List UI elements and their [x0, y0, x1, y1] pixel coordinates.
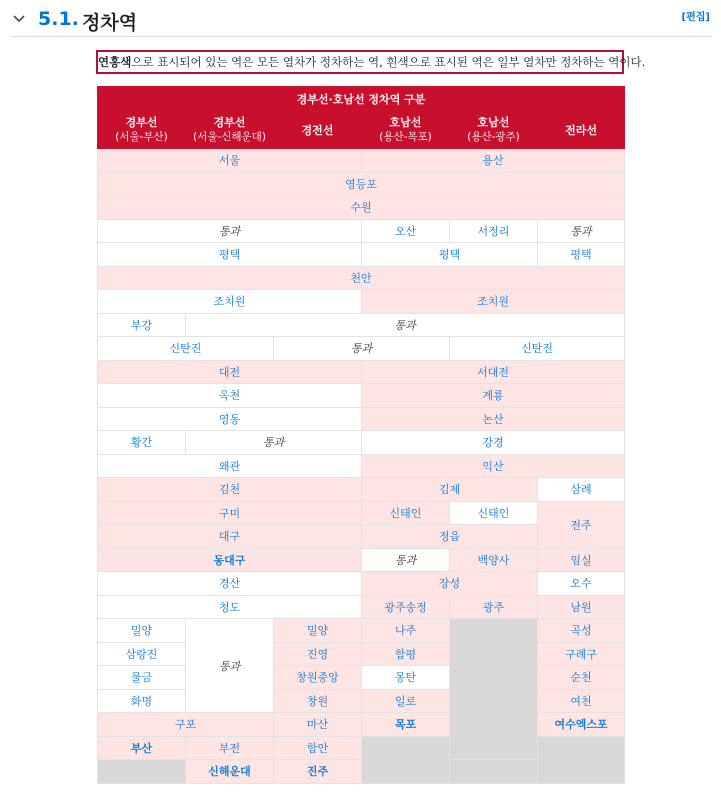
- station-link[interactable]: 대구: [98, 525, 362, 549]
- station-link[interactable]: 조치원: [98, 290, 362, 314]
- station-link[interactable]: 신탄진: [450, 337, 625, 361]
- station-link[interactable]: 평택: [362, 243, 538, 267]
- station-link[interactable]: 삼례: [538, 478, 625, 502]
- station-link[interactable]: 영등포: [98, 172, 625, 196]
- pass-cell: 통과: [186, 431, 362, 455]
- station-link[interactable]: 동대구: [98, 548, 362, 572]
- station-link[interactable]: 왜관: [98, 454, 362, 478]
- station-link[interactable]: 평택: [538, 243, 625, 267]
- station-link[interactable]: 밀양: [98, 619, 186, 643]
- station-link[interactable]: 곡성: [538, 619, 625, 643]
- station-link[interactable]: 오수: [538, 572, 625, 596]
- station-link[interactable]: 대전: [98, 360, 362, 384]
- station-link[interactable]: 여수엑스포: [538, 713, 625, 737]
- station-link[interactable]: 옥천: [98, 384, 362, 408]
- station-link[interactable]: 부강: [98, 313, 186, 337]
- station-link[interactable]: 나주: [362, 619, 450, 643]
- chevron-down-icon[interactable]: [12, 12, 26, 26]
- station-link[interactable]: 몽탄: [362, 666, 450, 690]
- table-title: 경부선·호남선 정차역 구분: [98, 87, 625, 112]
- pass-cell: 통과: [274, 337, 450, 361]
- empty-cell: [538, 736, 625, 783]
- station-link[interactable]: 구포: [98, 713, 274, 737]
- pass-cell: 통과: [362, 548, 450, 572]
- station-link[interactable]: 김천: [98, 478, 362, 502]
- pass-cell: 통과: [186, 313, 625, 337]
- station-link[interactable]: 신태인: [450, 501, 538, 525]
- station-link[interactable]: 경산: [98, 572, 362, 596]
- col-header: 호남선 (용산-광주): [450, 112, 538, 149]
- section-header: [12, 8, 712, 37]
- station-link[interactable]: 전주: [538, 501, 625, 548]
- station-link[interactable]: 삼랑진: [98, 642, 186, 666]
- notice-box: [96, 50, 646, 74]
- notice-bold: 연홍색: [98, 55, 132, 69]
- station-link[interactable]: 함안: [274, 736, 362, 760]
- pass-cell: 통과: [98, 219, 362, 243]
- station-link[interactable]: 임실: [538, 548, 625, 572]
- station-link[interactable]: 논산: [362, 407, 625, 431]
- station-link[interactable]: 영동: [98, 407, 362, 431]
- station-link[interactable]: 신탄진: [98, 337, 274, 361]
- station-link[interactable]: 오산: [362, 219, 450, 243]
- stations-table: [97, 86, 625, 784]
- station-link[interactable]: 진영: [274, 642, 362, 666]
- station-link[interactable]: 신태인: [362, 501, 450, 525]
- station-link[interactable]: 부산: [98, 736, 186, 760]
- station-link[interactable]: 광주: [450, 595, 538, 619]
- section-number[interactable]: 5.1.: [38, 8, 79, 30]
- empty-cell: [450, 619, 538, 760]
- station-link[interactable]: 일로: [362, 689, 450, 713]
- station-link[interactable]: 신해운대: [186, 760, 274, 784]
- station-link[interactable]: 용산: [362, 149, 625, 173]
- notice-text: 으로 표시되어 있는 역은 모든 열차가 정차하는 역, 흰색으로 표시된 역은 일부 열차만 정차하는 역이다.: [131, 55, 646, 69]
- station-link[interactable]: 수원: [98, 196, 625, 220]
- station-link[interactable]: 구례구: [538, 642, 625, 666]
- station-link[interactable]: 구미: [98, 501, 362, 525]
- station-link[interactable]: 화명: [98, 689, 186, 713]
- empty-cell: [98, 760, 186, 784]
- station-link[interactable]: 정읍: [362, 525, 538, 549]
- col-header: 호남선 (용산-목포): [362, 112, 450, 149]
- station-link[interactable]: 함평: [362, 642, 450, 666]
- station-link[interactable]: 물금: [98, 666, 186, 690]
- station-link[interactable]: 청도: [98, 595, 362, 619]
- station-link[interactable]: 순천: [538, 666, 625, 690]
- empty-cell: [450, 760, 538, 784]
- edit-link[interactable]: [편집]: [681, 12, 710, 23]
- station-link[interactable]: 목포: [362, 713, 450, 737]
- pass-cell: 통과: [538, 219, 625, 243]
- station-link[interactable]: 부전: [186, 736, 274, 760]
- station-link[interactable]: 장성: [362, 572, 538, 596]
- station-link[interactable]: 서정리: [450, 219, 538, 243]
- station-link[interactable]: 백양사: [450, 548, 538, 572]
- station-link[interactable]: 밀양: [274, 619, 362, 643]
- col-header: 경부선 (서울-신해운대): [186, 112, 274, 149]
- station-link[interactable]: 창원: [274, 689, 362, 713]
- station-link[interactable]: 서울: [98, 149, 362, 173]
- station-link[interactable]: 강경: [362, 431, 625, 455]
- station-link[interactable]: 진주: [274, 760, 362, 784]
- station-link[interactable]: 계룡: [362, 384, 625, 408]
- col-header: 경전선: [274, 112, 362, 149]
- station-link[interactable]: 천안: [98, 266, 625, 290]
- empty-cell: [362, 736, 450, 783]
- station-link[interactable]: 창원중앙: [274, 666, 362, 690]
- station-link[interactable]: 황간: [98, 431, 186, 455]
- col-header: 경부선 (서울-부산): [98, 112, 186, 149]
- station-link[interactable]: 남원: [538, 595, 625, 619]
- station-link[interactable]: 김제: [362, 478, 538, 502]
- station-link[interactable]: 여천: [538, 689, 625, 713]
- station-link[interactable]: 광주송정: [362, 595, 450, 619]
- col-header: 전라선: [538, 112, 625, 149]
- pass-cell: 통과: [186, 619, 274, 713]
- section-title: 정차역: [82, 12, 138, 34]
- station-link[interactable]: 평택: [98, 243, 362, 267]
- station-link[interactable]: 서대전: [362, 360, 625, 384]
- station-link[interactable]: 마산: [274, 713, 362, 737]
- station-link[interactable]: 익산: [362, 454, 625, 478]
- station-link[interactable]: 조치원: [362, 290, 625, 314]
